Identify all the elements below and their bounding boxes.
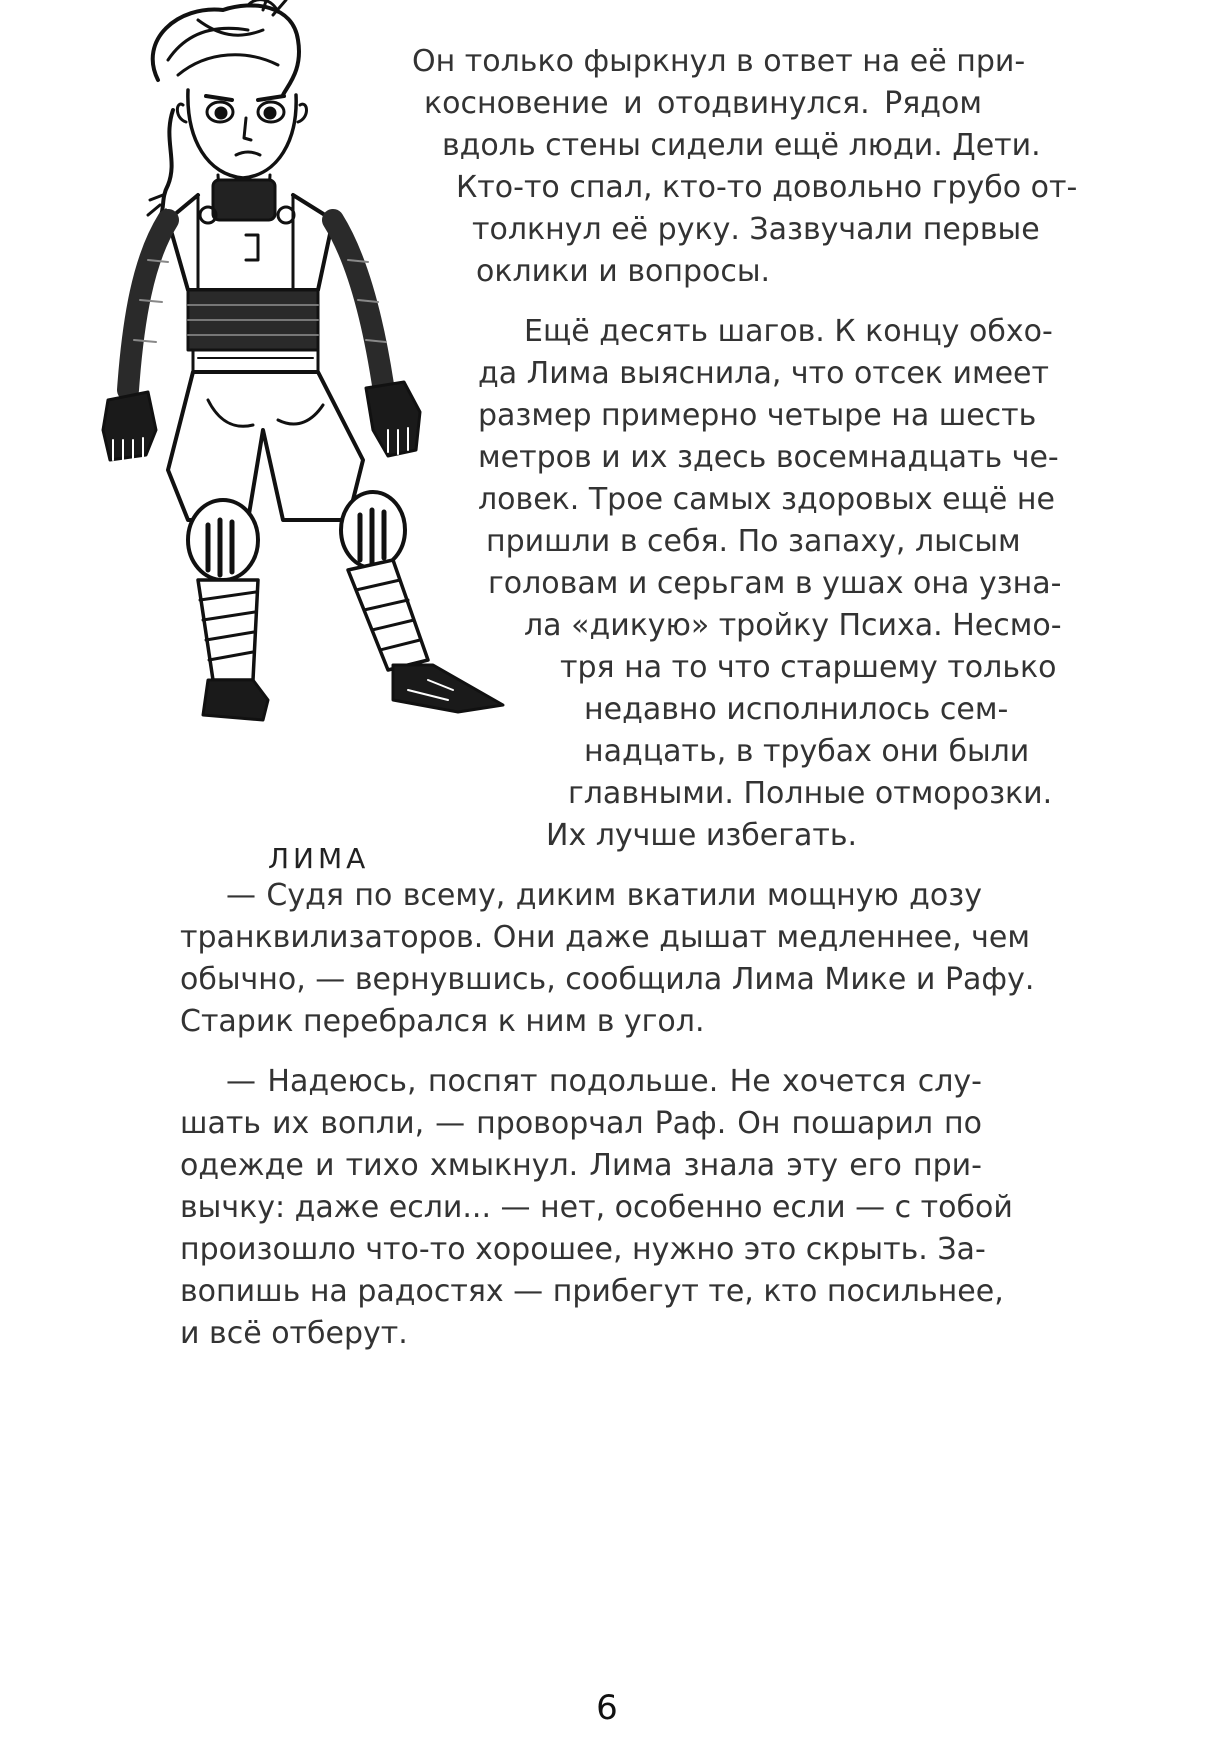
text-line: Их лучше избегать. (546, 818, 858, 853)
text-line: размер примерно четыре на шесть (478, 398, 1037, 433)
text-line: надцать, в трубах они были (584, 734, 1030, 769)
text-line: пришли в себя. По запаху, лысым (486, 524, 1021, 559)
text-line: вдоль стены сидели ещё люди. Дети. (442, 128, 1041, 163)
text-line: толкнул её руку. Зазвучали первые (472, 212, 1040, 247)
text-line: вычку: даже если... — нет, особенно если — с тобой (180, 1190, 1013, 1225)
text-line: обычно, — вернувшись, сообщила Лима Мике и Рафу. (180, 962, 1035, 997)
text-line: да Лима выяснила, что отсек имеет (478, 356, 1049, 391)
illustration-caption: ЛИМА (268, 842, 370, 875)
text-line: ловек. Трое самых здоровых ещё не (478, 482, 1055, 517)
text-line: головам и серьгам в ушах она узна- (488, 566, 1062, 601)
text-line: недавно исполнилось сем- (584, 692, 1009, 727)
text-line: транквилизаторов. Они даже дышат медленнее, чем (180, 920, 1030, 955)
page-number: 6 (596, 1688, 618, 1728)
text-line: тря на то что старшему только (560, 650, 1057, 685)
text-line: оклики и вопросы. (476, 254, 771, 289)
text-line: Кто-то спал, кто-то довольно грубо от- (456, 170, 1078, 205)
text-line: и всё отберут. (180, 1316, 408, 1351)
text-line: одежде и тихо хмыкнул. Лима знала эту его при- (180, 1148, 982, 1183)
text-line: косновение и отодвинулся. Рядом (424, 86, 982, 121)
text-line: вопишь на радостях — прибегут те, кто посильнее, (180, 1274, 1004, 1309)
text-line: произошло что-то хорошее, нужно это скрыть. За- (180, 1232, 986, 1267)
text-line: Он только фыркнул в ответ на её при- (412, 44, 1026, 79)
text-line: метров и их здесь восемнадцать че- (478, 440, 1059, 475)
text-line: шать их вопли, — проворчал Раф. Он пошарил по (180, 1106, 982, 1141)
text-line: ла «дикую» тройку Психа. Несмо- (524, 608, 1062, 643)
text-line: — Надеюсь, поспят подольше. Не хочется слу- (226, 1064, 982, 1099)
text-line: Ещё десять шагов. К концу обхо- (524, 314, 1053, 349)
text-line: Старик перебрался к ним в угол. (180, 1004, 705, 1039)
text-line: — Судя по всему, диким вкатили мощную дозу (226, 878, 982, 913)
text-line: главными. Полные отморозки. (568, 776, 1053, 811)
